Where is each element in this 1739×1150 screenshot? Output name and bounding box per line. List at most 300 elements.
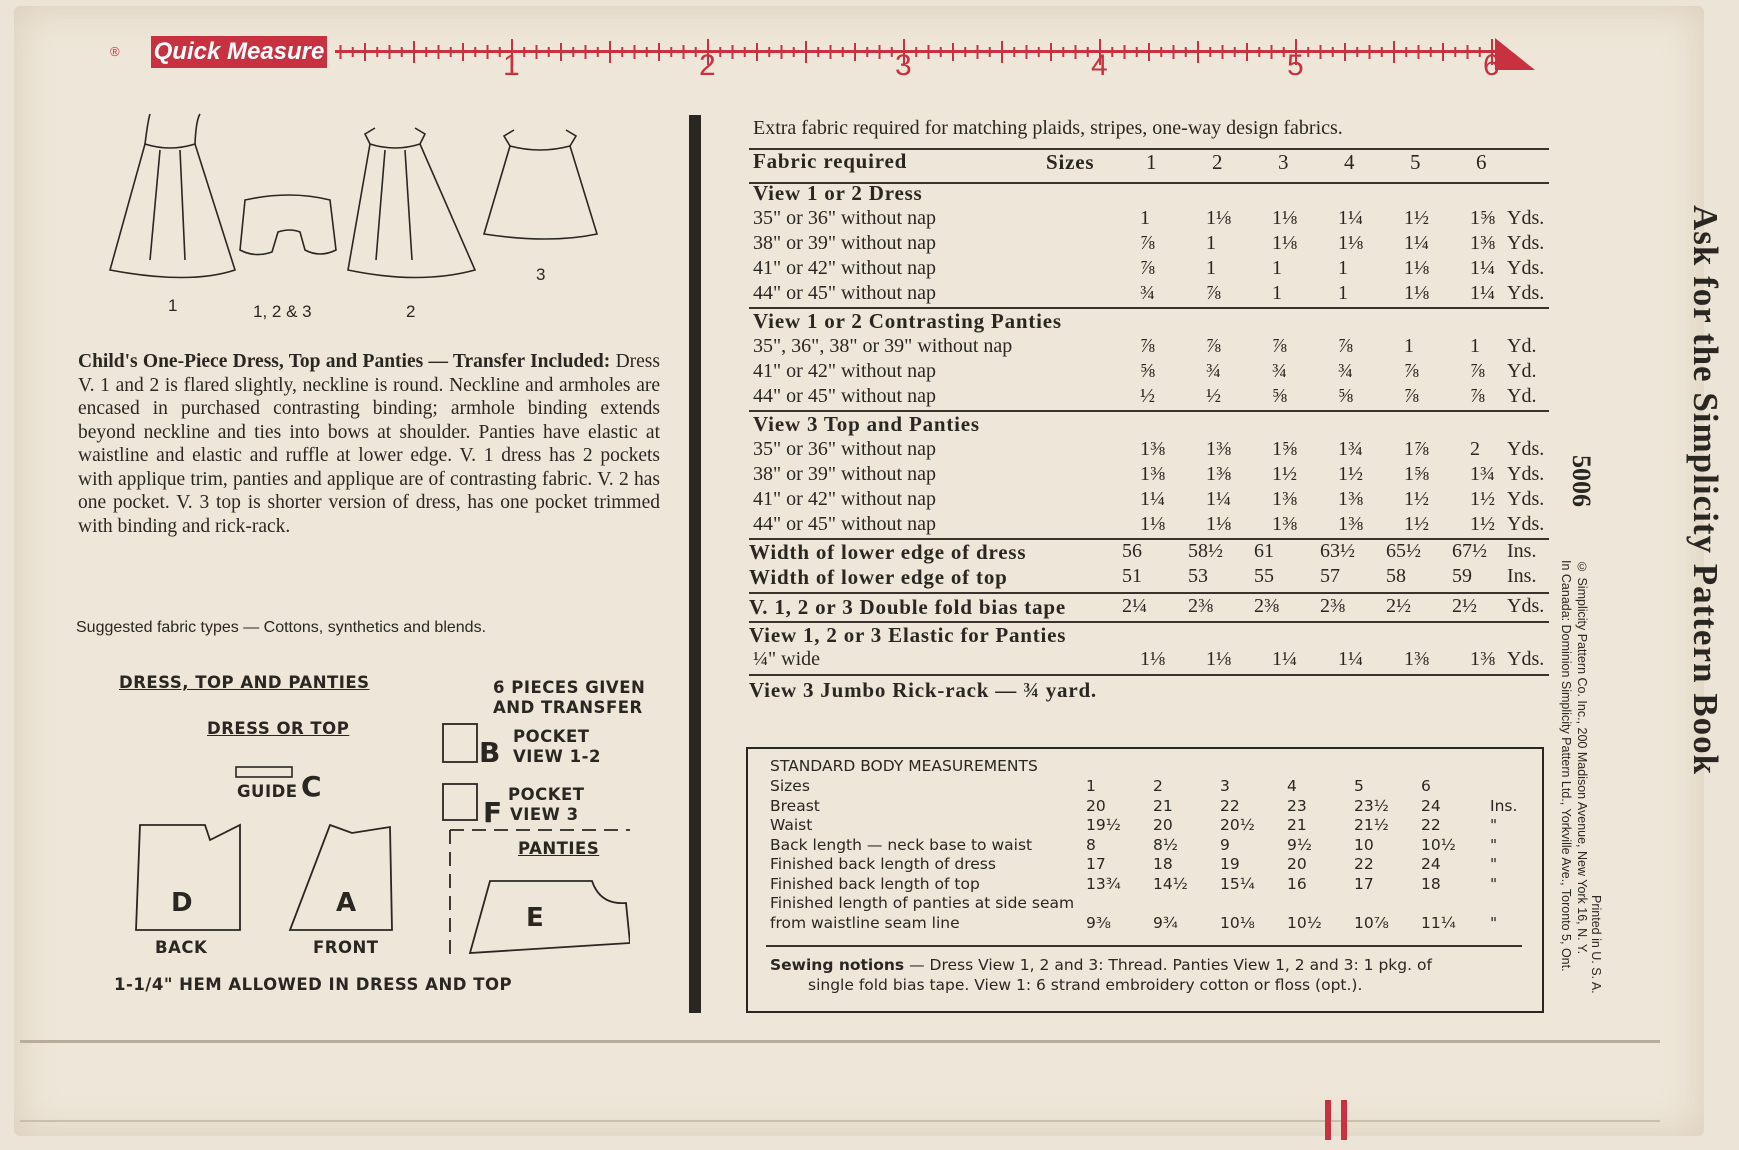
body-measurement-value: 23: [1287, 796, 1307, 815]
ruler-tick: [670, 47, 672, 57]
fabric-row-label: 35" or 36" without nap: [753, 207, 936, 229]
fabric-row-value: ⅞: [1140, 257, 1155, 279]
ruler-tick: [1160, 47, 1162, 57]
ruler-tick: [634, 45, 636, 59]
fabric-row-value: 1¼: [1404, 232, 1429, 254]
garment-illustrations: [100, 110, 620, 330]
ruler-tick: [1013, 47, 1015, 57]
fabric-section-title: View 3 Top and Panties: [753, 412, 980, 436]
body-measurement-value: 20: [1287, 855, 1307, 873]
fabric-row-value: 1½: [1470, 513, 1495, 535]
fabric-row-value: 1⅜: [1206, 463, 1231, 485]
body-measurement-label: Finished back length of top: [770, 874, 980, 893]
bias-tape-value: 2½: [1386, 595, 1411, 617]
fabric-row-value: 1⅝: [1404, 463, 1429, 485]
red-mark: [1341, 1100, 1347, 1140]
ruler-tick: [364, 43, 366, 61]
fabric-row-value: 1⅛: [1272, 207, 1297, 229]
ruler-tick: [548, 47, 550, 57]
body-measurement-value: 13¾: [1086, 874, 1121, 893]
fabric-row-value: 1⅜: [1272, 488, 1297, 510]
ruler-tick: [1283, 47, 1285, 57]
body-measurement-value: 6: [1421, 777, 1431, 795]
fabric-row-label: 35" or 36" without nap: [753, 438, 936, 460]
ruler-tick: [352, 47, 354, 57]
body-measurement-unit: Ins.: [1490, 796, 1518, 815]
ruler-tick: [768, 47, 770, 57]
body-measurement-label: Breast: [770, 796, 820, 815]
bias-tape-value: 2⅜: [1188, 595, 1213, 617]
fabric-row-label: 44" or 45" without nap: [753, 513, 936, 535]
ruler-tick: [646, 47, 648, 57]
body-measurement-value: 21½: [1354, 816, 1389, 834]
body-measurement-value: 10: [1354, 835, 1374, 854]
fabric-required-header: Fabric required: [753, 149, 908, 173]
ruler-tick: [621, 47, 623, 57]
fabric-row-value: 1¼: [1140, 488, 1165, 510]
width-dress-row-label: Width of lower edge of dress: [749, 540, 1027, 564]
ruler-tick: [1258, 47, 1260, 57]
ruler-tick: [1148, 43, 1150, 61]
measuring-ruler: [335, 30, 1535, 78]
bias-tape-unit: Yds.: [1507, 595, 1545, 617]
body-measurement-value: 2: [1153, 777, 1163, 795]
ruler-tick: [1209, 47, 1211, 57]
elastic-width-label: ¼" wide: [753, 648, 821, 670]
piece-d-letter: D: [171, 888, 194, 918]
body-measurement-label: Finished length of panties at side seam: [770, 894, 1075, 912]
fabric-row-value: 1¼: [1338, 207, 1363, 229]
body-measurement-label: Back length — neck base to waist: [770, 835, 1033, 854]
sizes-header: Sizes: [1046, 150, 1095, 174]
fabric-row-value: ⅝: [1272, 385, 1287, 407]
ruler-tick: [1454, 47, 1456, 57]
elastic-unit: Yds.: [1507, 648, 1545, 670]
pocket-b-label: POCKET: [513, 727, 590, 746]
fabric-row-value: 1⅜: [1470, 232, 1495, 254]
guide-piece: [235, 766, 295, 780]
pieces-count: 6 PIECES GIVEN: [493, 678, 646, 697]
fabric-row-value: 1½: [1338, 463, 1363, 485]
ruler-tick: [450, 47, 452, 57]
ruler-tick: [866, 47, 868, 57]
fabric-row-value: ⅞: [1206, 282, 1221, 304]
body-measurement-value: 10⅛: [1220, 913, 1255, 932]
ruler-tick: [536, 45, 538, 59]
body-measurement-value: 21: [1287, 816, 1307, 834]
fabric-row-value: ⅞: [1272, 335, 1287, 357]
fabric-row-value: ¾: [1206, 360, 1221, 382]
caption-view-1: 1: [168, 296, 178, 315]
fabric-row-value: ½: [1206, 385, 1221, 407]
fabric-row-value: 1⅜: [1140, 438, 1165, 460]
pocket-f-letter: F: [483, 796, 503, 829]
ruler-tick: [389, 45, 391, 59]
size-column-header: 2: [1212, 150, 1223, 174]
width-top-row-value: 57: [1320, 565, 1340, 587]
body-measurement-label: Sizes: [770, 777, 810, 795]
fabric-row-value: 1½: [1404, 207, 1429, 229]
ruler-tick: [1222, 45, 1224, 59]
body-measurement-value: 16: [1287, 874, 1307, 893]
fabric-row-value: ¾: [1140, 282, 1155, 304]
elastic-title: View 1, 2 or 3 Elastic for Panties: [749, 623, 1067, 647]
elastic-value: 1⅜: [1404, 648, 1429, 670]
body-measurement-value: 20: [1153, 816, 1173, 834]
body-measurement-value: 17: [1086, 855, 1106, 873]
pattern-book-advert: Ask for the Simplicity Pattern Book: [1686, 205, 1725, 776]
body-measurement-value: 22: [1421, 816, 1441, 834]
front-label: FRONT: [313, 938, 379, 957]
size-column-header: 5: [1410, 150, 1421, 174]
body-measurement-value: 24: [1421, 855, 1441, 873]
width-top-row-value: 59: [1452, 565, 1472, 587]
ruler-tick: [1136, 47, 1138, 57]
fabric-row-value: ½: [1140, 385, 1155, 407]
body-measurement-value: 17: [1354, 874, 1374, 893]
ruler-tick: [964, 47, 966, 57]
width-dress-row-value: 63½: [1320, 540, 1355, 562]
extra-fabric-note: Extra fabric required for matching plaids, stripes, one-way design fabrics.: [753, 117, 1343, 139]
fabric-row-label: 41" or 42" without nap: [753, 257, 936, 279]
body-measurements-title: STANDARD BODY MEASUREMENTS: [770, 757, 1038, 775]
ruler-tick: [1344, 43, 1346, 61]
fabric-row-value: 1⅛: [1338, 232, 1363, 254]
ruler-tick: [977, 45, 979, 59]
fabric-row-value: 1⅛: [1206, 207, 1231, 229]
body-measurement-value: 1: [1086, 777, 1096, 795]
fabric-row-unit: Yds.: [1507, 438, 1545, 460]
caption-view-3: 3: [536, 265, 546, 284]
fabric-section-title: View 1 or 2 Contrasting Panties: [753, 309, 1062, 333]
ruler-tick: [805, 41, 807, 63]
size-column-header: 4: [1344, 150, 1355, 174]
ruler-tick: [1307, 47, 1309, 57]
elastic-value: 1⅜: [1470, 648, 1495, 670]
body-measurement-unit: ": [1490, 855, 1498, 873]
ruler-tick: [1001, 41, 1003, 63]
fabric-row-value: 1⅜: [1338, 488, 1363, 510]
width-dress-row-value: 56: [1122, 540, 1142, 562]
body-measurement-value: 23½: [1354, 796, 1389, 815]
standard-body-measurements-box: [746, 747, 1544, 1013]
ruler-tick: [1271, 45, 1273, 59]
size-column-header: 6: [1476, 150, 1487, 174]
ruler-tick: [425, 47, 427, 57]
piece-e-letter: E: [526, 903, 545, 933]
ruler-tick: [1026, 45, 1028, 59]
caption-views-1-2-3: 1, 2 & 3: [253, 302, 312, 321]
back-label: BACK: [155, 938, 208, 957]
ruler-tick: [1320, 45, 1322, 59]
fabric-row-unit: Yd.: [1507, 335, 1537, 357]
guide-letter: C: [301, 770, 323, 803]
width-dress-row-value: 65½: [1386, 540, 1421, 562]
copyright-line-2: In Canada: Dominion Simplicity Pattern Ltd., Yorkville Ave., Toronto 5, Ont.: [1559, 560, 1573, 972]
body-measurement-value: 10½: [1287, 913, 1322, 932]
fabric-row-unit: Yd.: [1507, 385, 1537, 407]
ruler-tick: [1185, 47, 1187, 57]
registered-mark: ®: [110, 44, 120, 59]
ruler-tick: [572, 47, 574, 57]
ruler-tick: [1062, 47, 1064, 57]
body-measurement-value: 8½: [1153, 835, 1178, 854]
ruler-tick: [474, 47, 476, 57]
fabric-row-label: 38" or 39" without nap: [753, 463, 936, 485]
bias-tape-label: V. 1, 2 or 3 Double fold bias tape: [749, 595, 1066, 619]
pocket-f-label: POCKET: [508, 785, 585, 804]
body-measurement-value: 9¾: [1153, 913, 1178, 932]
ruler-tick: [719, 47, 721, 57]
fabric-row-label: 38" or 39" without nap: [753, 232, 936, 254]
bias-tape-value: 2⅜: [1320, 595, 1345, 617]
sewing-notions-cont: single fold bias tape. View 1: 6 strand embroidery cotton or floss (opt.).: [808, 976, 1363, 994]
width-dress-row-value: 61: [1254, 540, 1274, 562]
ruler-tick: [658, 43, 660, 61]
ruler-tick: [830, 45, 832, 59]
ruler-tick: [817, 47, 819, 57]
ruler-tick: [732, 45, 734, 59]
elastic-value: 1⅛: [1140, 648, 1165, 670]
ruler-tick: [842, 47, 844, 57]
ruler-number: 5: [1287, 49, 1304, 78]
fabric-row-value: 1: [1140, 207, 1150, 229]
ruler-tick: [940, 47, 942, 57]
body-measurement-value: 20: [1086, 796, 1106, 815]
fabric-row-value: ⅞: [1470, 385, 1485, 407]
elastic-value: 1¼: [1272, 648, 1297, 670]
ruler-tick: [499, 47, 501, 57]
fabric-row-unit: Yds.: [1507, 463, 1545, 485]
pattern-number: 5006: [1567, 455, 1596, 507]
fabric-row-value: 1⅜: [1272, 513, 1297, 535]
dress-or-top-heading: DRESS OR TOP: [207, 719, 350, 738]
copyright-line-1: © Simplicity Pattern Co. Inc., 200 Madison Avenue, New York 16, N. Y.: [1575, 560, 1589, 955]
width-dress-row-value: 67½: [1452, 540, 1487, 562]
bias-tape-value: 2¼: [1122, 595, 1147, 617]
ruler-tick: [1479, 47, 1481, 57]
envelope-flap-line-2: [20, 1120, 1660, 1122]
body-measurement-value: 9½: [1287, 835, 1312, 854]
ruler-number: 6: [1483, 49, 1500, 78]
ruler-tick: [523, 47, 525, 57]
body-measurement-value: 21: [1153, 796, 1173, 815]
fabric-row-value: 2: [1470, 438, 1480, 460]
width-top-row-value: 58: [1386, 565, 1406, 587]
body-measurement-value: 18: [1421, 874, 1441, 893]
size-column-header: 1: [1146, 150, 1157, 174]
body-measurement-value: 14½: [1153, 874, 1188, 893]
copyright-notice: [1558, 560, 1590, 972]
sewing-notions-text: — Dress View 1, 2 and 3: Thread. Panties View 1, 2 and 3: 1 pkg. of: [909, 956, 1432, 974]
ruler-tick: [915, 47, 917, 57]
fabric-row-value: 1: [1206, 232, 1216, 254]
pieces-heading: DRESS, TOP AND PANTIES: [119, 673, 370, 692]
hem-allowance-note: 1-1/4" HEM ALLOWED IN DRESS AND TOP: [114, 975, 513, 994]
width-dress-row-unit: Ins.: [1507, 540, 1537, 562]
body-measurement-unit: ": [1490, 816, 1498, 834]
ruler-tick: [793, 47, 795, 57]
fabric-row-value: 1⅜: [1338, 513, 1363, 535]
width-dress-row-value: 58½: [1188, 540, 1223, 562]
envelope-flap-line: [20, 1040, 1660, 1043]
fabric-row-value: ⅞: [1470, 360, 1485, 382]
dress-view-1-illustration: [110, 144, 235, 278]
elastic-value: 1¼: [1338, 648, 1363, 670]
fabric-row-value: 1⅛: [1140, 513, 1165, 535]
body-measurement-unit: ": [1490, 835, 1498, 854]
ruler-tick: [487, 45, 489, 59]
body-measurement-unit: ": [1490, 874, 1498, 893]
body-measurement-value: 4: [1287, 777, 1297, 795]
ruler-tick: [928, 45, 930, 59]
ruler-tick: [1467, 45, 1469, 59]
ruler-tick: [1442, 43, 1444, 61]
fabric-row-value: 1¾: [1470, 463, 1495, 485]
fabric-row-value: ⅝: [1140, 360, 1155, 382]
body-measurement-value: 22: [1220, 796, 1240, 815]
fabric-row-value: 1⅛: [1206, 513, 1231, 535]
ruler-tick: [1173, 45, 1175, 59]
description-title: Child's One-Piece Dress, Top and Panties — Transfer Included:: [78, 351, 611, 372]
ruler-tick: [1430, 47, 1432, 57]
ruler-tick: [585, 45, 587, 59]
fabric-row-value: 1⅛: [1404, 257, 1429, 279]
pattern-description: [78, 350, 660, 538]
ruler-tick: [413, 41, 415, 63]
ruler-tick: [1124, 45, 1126, 59]
fabric-row-value: 1½: [1470, 488, 1495, 510]
body-measurement-value: 22: [1354, 855, 1374, 873]
fabric-row-value: ⅞: [1140, 335, 1155, 357]
body-measurement-unit: ": [1490, 913, 1498, 932]
piece-a-letter: A: [336, 888, 357, 918]
ruler-tick: [879, 45, 881, 59]
fabric-row-value: 1: [1338, 257, 1348, 279]
bias-tape-value: 2⅜: [1254, 595, 1279, 617]
fabric-row-value: ⅞: [1338, 335, 1353, 357]
table-rule: [766, 945, 1522, 947]
fabric-section-title: View 1 or 2 Dress: [753, 181, 923, 205]
body-measurement-value: 19½: [1086, 816, 1121, 834]
ruler-tick: [891, 47, 893, 57]
table-rule: [749, 674, 1549, 676]
fabric-row-value: ⅞: [1404, 360, 1419, 382]
fabric-row-value: ⅞: [1206, 335, 1221, 357]
fabric-row-label: 41" or 42" without nap: [753, 360, 936, 382]
fabric-row-value: 1: [1206, 257, 1216, 279]
fabric-row-label: 35", 36", 38" or 39" without nap: [753, 335, 1013, 357]
fabric-row-value: 1: [1338, 282, 1348, 304]
ruler-tick: [781, 45, 783, 59]
fabric-row-value: 1: [1404, 335, 1414, 357]
ruler-end-arrow: [1495, 38, 1535, 70]
pocket-b-piece: [441, 722, 479, 766]
ruler-tick: [376, 47, 378, 57]
body-measurement-value: 18: [1153, 855, 1173, 873]
ruler-tick: [744, 47, 746, 57]
column-divider: [689, 115, 701, 1013]
ruler-tick: [401, 47, 403, 57]
body-measurement-value: 20½: [1220, 816, 1255, 834]
ruler-tick: [989, 47, 991, 57]
fabric-row-label: 41" or 42" without nap: [753, 488, 936, 510]
fabric-row-value: 1: [1272, 257, 1282, 279]
ruler-tick: [438, 45, 440, 59]
ruler-tick: [609, 41, 611, 63]
fabric-row-value: ¾: [1338, 360, 1353, 382]
ruler-tick: [683, 45, 685, 59]
ruler-tick: [1393, 41, 1395, 63]
ruler-tick: [1038, 47, 1040, 57]
pocket-b-view: VIEW 1-2: [513, 747, 601, 766]
panties-heading: PANTIES: [518, 839, 600, 858]
fabric-row-value: 1⅛: [1272, 232, 1297, 254]
fabric-row-value: 1½: [1404, 488, 1429, 510]
fabric-row-unit: Yds.: [1507, 257, 1545, 279]
ruler-tick: [1381, 47, 1383, 57]
table-rule: [749, 592, 1549, 594]
fabric-row-value: ⅞: [1404, 385, 1419, 407]
ruler-tick: [462, 43, 464, 61]
pocket-b-letter: B: [479, 736, 501, 769]
width-top-row-label: Width of lower edge of top: [749, 565, 1008, 589]
fabric-row-value: ¾: [1272, 360, 1287, 382]
fabric-row-value: 1⅝: [1470, 207, 1495, 229]
fabric-row-label: 44" or 45" without nap: [753, 282, 936, 304]
body-measurement-value: 19: [1220, 855, 1240, 873]
sewing-notions-label: Sewing notions: [770, 956, 905, 974]
ruler-tick: [1050, 43, 1052, 61]
ruler-tick: [1087, 47, 1089, 57]
ruler-tick: [1075, 45, 1077, 59]
fabric-row-value: 1⅜: [1140, 463, 1165, 485]
body-measurement-label: from waistline seam line: [770, 913, 960, 932]
ruler-tick: [695, 47, 697, 57]
ruler-tick: [1369, 45, 1371, 59]
ruler-number: 4: [1091, 49, 1108, 78]
body-measurement-value: 5: [1354, 777, 1364, 795]
fabric-row-value: 1: [1470, 335, 1480, 357]
body-measurement-value: 8: [1086, 835, 1096, 854]
body-measurement-value: 9: [1220, 835, 1230, 854]
fabric-row-value: 1½: [1272, 463, 1297, 485]
top-view-3-illustration: [484, 146, 597, 239]
fabric-row-value: 1: [1272, 282, 1282, 304]
body-measurement-value: 15¼: [1220, 874, 1255, 893]
ruler-tick: [952, 43, 954, 61]
ruler-number: 1: [503, 49, 520, 78]
fabric-row-value: 1¼: [1470, 257, 1495, 279]
body-measurement-label: Waist: [770, 816, 813, 834]
ruler-tick: [1197, 41, 1199, 63]
fabric-row-unit: Yds.: [1507, 513, 1545, 535]
body-measurement-value: 10½: [1421, 835, 1456, 854]
bias-tape-value: 2½: [1452, 595, 1477, 617]
pocket-f-view: VIEW 3: [510, 805, 579, 824]
fabric-row-value: 1⅝: [1272, 438, 1297, 460]
ruler-tick: [854, 43, 856, 61]
fabric-row-label: 44" or 45" without nap: [753, 385, 936, 407]
fabric-row-value: 1⅛: [1404, 282, 1429, 304]
elastic-value: 1⅛: [1206, 648, 1231, 670]
ruler-tick: [1356, 47, 1358, 57]
suggested-fabric-types: Suggested fabric types — Cottons, synthetics and blends.: [76, 619, 487, 636]
ruler-tick: [756, 43, 758, 61]
body-measurement-value: 24: [1421, 796, 1441, 815]
fabric-row-value: 1¾: [1338, 438, 1363, 460]
ruler-number: 3: [895, 49, 912, 78]
